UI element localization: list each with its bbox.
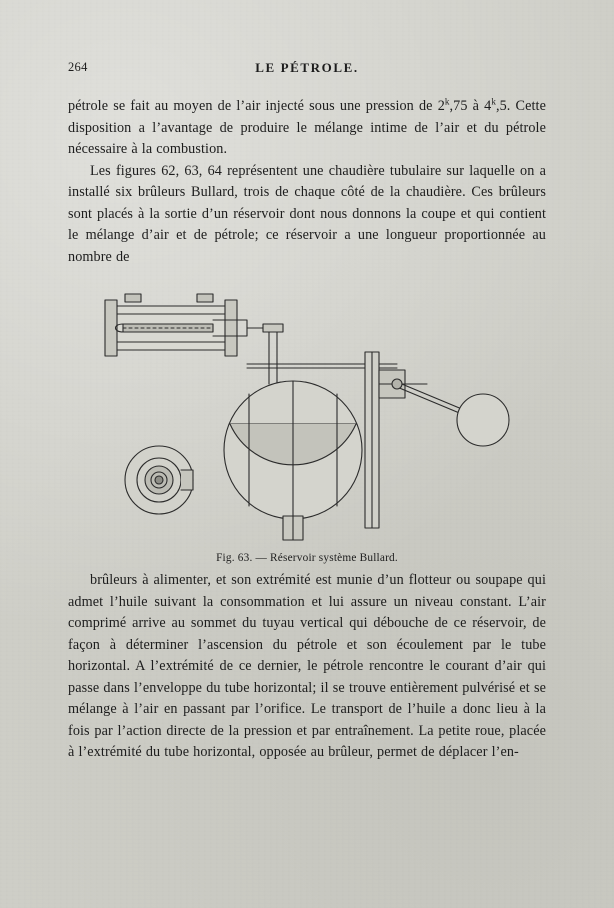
- running-head: LE PÉTROLE.: [255, 60, 359, 75]
- page-header: [68, 60, 546, 84]
- pressure-low-number: 2: [437, 98, 445, 114]
- figure-caption: Fig. 63. — Réservoir système Bullard.: [216, 552, 398, 564]
- paragraph-2: Les figures 62, 63, 64 représentent une chaudière tubulaire sur laquelle on a installé six brûleurs Bullard, trois de chaque côté de la chaudière. Ces brûleurs sont placés à la sortie d’un réservoir dont nous donnons la coupe et qui contient le mélange d’air et de pétrole; ce réservoir a une longueur proportionnée au nombre de: [68, 162, 546, 265]
- paragraph-1-tail: ,5. Cette disposition a l’avantage de produire le mélange intime de l’air et du pétrole nécessaire à la combustion.: [68, 98, 546, 157]
- unit-superscript-k2: k: [491, 96, 496, 107]
- paragraph-3: brûleurs à alimenter, et son extrémité est munie d’un flotteur ou soupape qui admet l’huile suivant la consommation et lui assure un niveau constant. L’air comprimé arrive au sommet du tuyau vertical qui débouche de ce réservoir, de façon à déterminer l’ascension du pétrole et son écoulement par le tube horizontal. A l’extrémité de ce dernier, le pétrole rencontre le courant d’air qui passe dans l’enveloppe du tube horizontal; il se trouve entièrement pulvérisé et se mélange à l’air en passant par l’orifice. Le transport de l’huile a donc lieu à la fois par l’action directe de la pression et par entraînement. La petite roue, placée à l’extrémité du tube horizontal, opposée au brûleur, permet de déplacer l’en-: [68, 572, 546, 760]
- pressure-mid-text: ,75 à 4: [449, 98, 492, 114]
- figure-63-illustration: [97, 284, 517, 544]
- page-number: 264: [68, 60, 88, 74]
- paragraph-1: [68, 96, 546, 161]
- paragraph-1-line1: pétrole se fait au moyen de l’air injecté sous une pression de: [68, 98, 433, 114]
- unit-superscript-k1: k: [444, 96, 450, 107]
- page-content: [68, 60, 546, 764]
- figure-63: [68, 284, 546, 564]
